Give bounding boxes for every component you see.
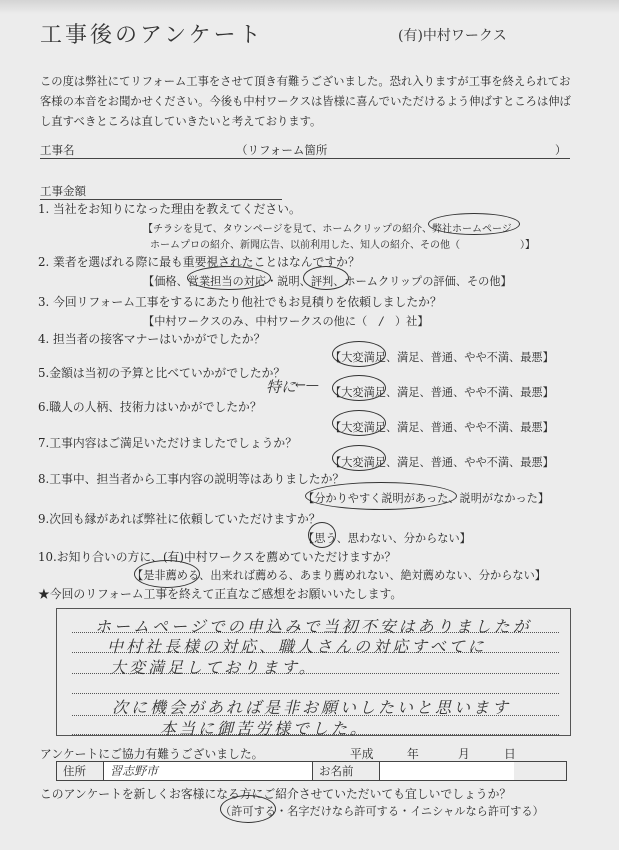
question-8-options: 【分かりやすく説明があった、説明がなかった】 <box>303 492 550 505</box>
arrow-icon: ←— <box>295 378 319 393</box>
construction-amount-field[interactable] <box>40 181 282 200</box>
intro-paragraph: この度は弊社にてリフォーム工事をさせて頂き有難うございました。恐れ入りますが工事を終えられてお客様の本音をお聞かせください。今後も中村ワークスは皆様に喜んでいただけるよう伸ばすところは伸ばし直すべきところは直していきたいと考えております。 <box>40 75 571 128</box>
answer-circle-q4[interactable] <box>332 341 386 367</box>
question-5-options: 【大変満足、満足、普通、やや不満、最悪】 <box>330 386 554 399</box>
name-field[interactable] <box>380 762 514 780</box>
question-1-options-line2: ホームプロの紹介、新聞広告、以前利用した、知人の紹介、その他（ ）】 <box>150 240 535 251</box>
answer-circle-q1[interactable] <box>428 213 520 235</box>
name-label: お名前 <box>313 762 380 780</box>
question-9: 9.次回も縁があれば弊社に依頼していただけますか？ <box>38 512 321 526</box>
question-4-options: 【大変満足、満足、普通、やや不満、最悪】 <box>330 351 554 364</box>
question-9-options: 【思う、思わない、分からない】 <box>303 532 471 545</box>
question-6: 6.職人の人柄、技術力はいかがでしたか？ <box>38 400 262 414</box>
page-title: 工事後のアンケート <box>40 23 264 48</box>
question-10-options: 【是非薦める、出来れば薦める、あまり薦めれない、絶対薦めない、分からない】 <box>132 569 546 582</box>
question-5: 5.金額は当初の予算と比べていかがでしたか？ <box>38 366 286 380</box>
address-label: 住所 <box>57 762 104 780</box>
answer-circle-q9[interactable] <box>308 522 336 548</box>
question-10: 10.お知り合いの方に、(有)中村ワークスを薦めていただけますか？ <box>38 550 397 564</box>
comment-text-line-5: 次に機会があれば是非お願いしたいと思います <box>112 698 512 717</box>
question-8: 8.工事中、担当者から工事内容の説明等はありましたか？ <box>38 472 345 486</box>
construction-name-field[interactable] <box>40 140 570 159</box>
answer-circle-q10[interactable] <box>134 560 200 588</box>
thanks-text: アンケートにご協力有難うございました。 <box>40 747 264 761</box>
reform-location-label: （リフォーム箇所 <box>236 143 328 157</box>
answer-circle-q2-sales[interactable] <box>187 266 271 290</box>
handwritten-annotation-tokuni: 特に <box>266 378 297 396</box>
month-label: 月 <box>458 747 470 761</box>
question-6-options: 【大変満足、満足、普通、やや不満、最悪】 <box>330 421 554 434</box>
answer-circle-q8[interactable] <box>305 482 457 510</box>
customer-info-table <box>56 761 567 781</box>
comment-text-line-2: 中村社長様の対応、職人さんの対応すべてに <box>107 637 487 656</box>
question-7-options: 【大変満足、満足、普通、やや不満、最悪】 <box>330 456 554 469</box>
company-name: (有)中村ワークス <box>398 28 507 44</box>
question-1: 1. 当社をお知りになった理由を教えてください。 <box>38 202 301 216</box>
reform-location-close: ） <box>555 143 567 157</box>
question-2: 2. 業者を選ばれる際に最も重要視されたことはなんですか？ <box>38 255 360 269</box>
answer-circle-permission[interactable] <box>220 795 276 823</box>
address-field[interactable]: 習志野市 <box>104 762 313 780</box>
construction-name-label: 工事名 <box>40 143 75 157</box>
construction-amount-label: 工事金額 <box>40 184 86 198</box>
day-label: 日 <box>504 747 516 761</box>
comment-text-line-1: ホームページでの申込みで当初不安はありましたが <box>95 617 532 636</box>
answer-circle-q6[interactable] <box>332 410 386 436</box>
answer-circle-q5[interactable] <box>332 375 386 401</box>
permission-options: （許可する・名字だけなら許可する・イニシャルなら許可する） <box>220 805 544 818</box>
question-3-answer: / <box>379 315 383 328</box>
year-label: 年 <box>407 747 419 761</box>
answer-circle-q7[interactable] <box>332 445 386 471</box>
comment-line-4 <box>72 693 559 694</box>
question-7: 7.工事内容はご満足いただけましたでしょうか？ <box>38 436 298 450</box>
era-label: 平成 <box>350 747 374 761</box>
scan-edge-shade <box>0 0 619 14</box>
comment-text-line-6: 本当に御苦労様でした。 <box>160 719 370 738</box>
comment-prompt: ★今回のリフォーム工事を終えて正直なご感想をお願いいたします。 <box>38 587 403 601</box>
question-3-options: 【中村ワークスのみ、中村ワークスの他に（ / ）社】 <box>143 315 429 328</box>
question-2-options: 【価格、営業担当の対応・説明、評判、ホームクリップの評価、その他】 <box>143 275 512 288</box>
answer-circle-q2-reputation[interactable] <box>303 266 349 290</box>
permission-question: このアンケートを新しくお客様になる方にご紹介させていただいても宜しいでしょうか？ <box>40 787 512 801</box>
question-4: 4. 担当者の接客マナーはいかがでしたか？ <box>38 332 266 346</box>
comment-text-line-3: 大変満足しております。 <box>110 658 318 677</box>
question-3: 3. 今回リフォーム工事をするにあたり他社でもお見積りを依頼しましたか？ <box>38 295 442 309</box>
question-1-options-line1: 【チラシを見て、タウンページを見て、ホームクリップの紹介、弊社ホームページ <box>143 224 512 235</box>
